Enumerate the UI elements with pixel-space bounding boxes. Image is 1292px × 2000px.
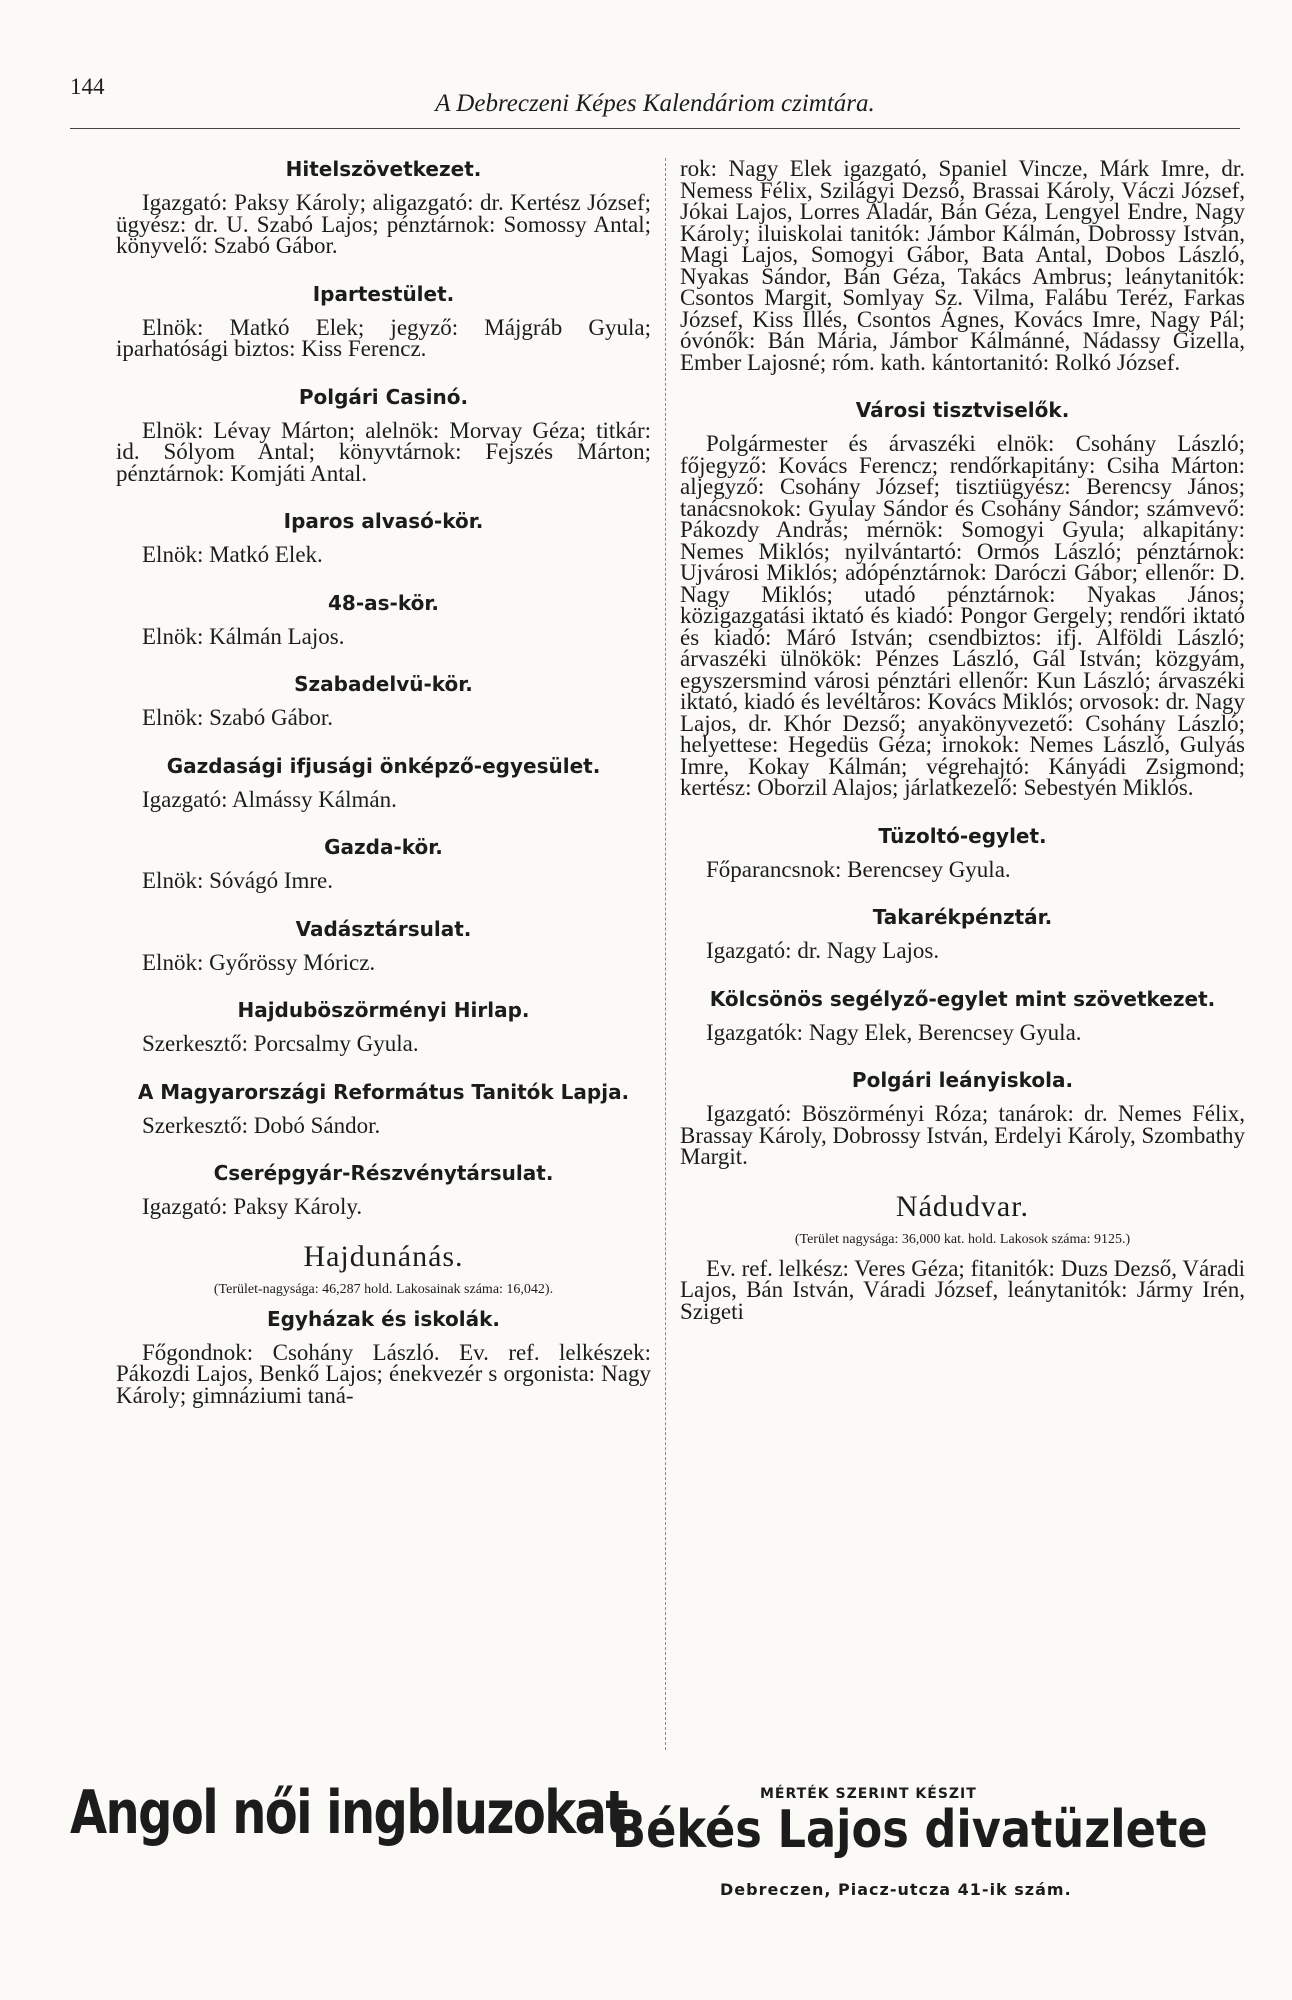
section-hajdunanas [116,1239,651,1408]
section-ipartestulet [116,283,651,360]
section-body: Elnök: Sóvágó Imre. [142,868,333,893]
section-title: Takarékpénztár. [872,905,1053,929]
section-title: Tüzoltó-egylet. [878,823,1047,848]
section-body: Igazgató: Almássy Kálmán. [142,786,397,812]
section-body: Elnök: Kálmán Lajos. [142,623,345,649]
section-body: Ev. ref. lelkész: Veres Géza; fitanitók: Duzs Dezső, Váradi Lajos, Bán István, Váradi József, leánytanitók: Jármy Irén, Szigeti [680,1255,1245,1324]
section-body: Elnök: Matkó Elek. [142,542,323,567]
advert-left-text: Angol női ingbluzokat [70,1778,627,1848]
section-title: Kölcsönös segélyző-egylet mint szövetkezet. [709,986,1216,1011]
section-title: Polgári Casinó. [298,384,469,409]
section-gazda-kor [116,836,651,892]
section-title: Városi tisztviselők. [855,398,1070,422]
section-body: Főgondnok: Csohány László. Ev. ref. lelkészek: Pákozdi Lajos, Benkő Lajos; énekvezér s orgonista: Nagy Károly; gimnáziumi taná- [116,1339,651,1408]
section-body: Főparancsnok: Berencsey Gyula. [706,856,1011,882]
section-title: Szabadelvü-kör. [294,672,473,696]
section-body: Polgármester és árvaszéki elnök: Csohány László; főjegyző: Kovács Ferencz; rendőrkapitány: Csiha Márton: aljegyző: Csohány József; tisztiügyész: Berencsy János; tanácsnokok: Gyulay Sándor és Csohány Sándor; számvevő: Pákozdy András; mérnök: Somogyi Gyula; alkapitány: Nemes Miklós; nyilvántartó: Ormós László; pénztárnok: Ujvárosi Miklós; adópénztárnok: Daróczi Gábor; ellenőr: D. Nagy Miklós; utadó pénztárnok: Nyakas János; közigazgatási iktató és kiadó: Pongor Gergely; rendőri iktató és kiadó: Máró István; csendbiztos: ifj. Alföldi László; árvaszéki ülnökök: Pénzes László, Gál István; közgyám, egyszersmind városi pénztári ellenőr: Kun László; árvaszéki iktató, kiadó és levéltáros: Kovács Miklós; orvosok: dr. Nagy Lajos, dr. Khór Dezső; anyakönyvezető: Csohány László; helyettese: Hegedüs Géza; irnokok: Nemes László, Gulyás Imre, Kokay Kálmán; végrehajtó: Kányádi Zsigmond; kertész: Oborzil Alajos; járlatkezelő: Sebestyén Miklós. [680,431,1245,800]
section-hitelszovetkezet [116,158,651,257]
advert-right-main: Békés Lajos divatüzlete [612,1800,1208,1860]
section-title: Gazdasági ifjusági önképző-egyesület. [166,753,601,778]
section-cserepgyar [116,1162,651,1218]
section-body: Szerkesztő: Porcsalmy Gyula. [142,1031,419,1056]
section-hirlap [116,999,651,1055]
section-title: Cserépgyár-Részvénytársulat. [213,1161,554,1185]
section-body: Elnök: Lévay Márton; alelnök: Morvay Géza; titkár: id. Sólyom Antal; könyvtárnok: Fejszés Márton; pénztárnok: Komjáti Antal. [116,417,651,486]
section-title: Gazda-kör. [324,835,443,859]
section-body: Igazgató: Böszörményi Róza; tanárok: dr. Nemes Félix, Brassay Károly, Dobrossy István, Erdelyi Károly, Szombathy Margit. [680,1101,1245,1169]
section-title: 48-as-kör. [328,590,439,615]
section-body: Elnök: Matkó Elek; jegyző: Májgráb Gyula; iparhatósági biztos: Kiss Ferencz. [116,314,651,361]
section-title: Iparos alvasó-kör. [283,509,484,533]
section-body: Igazgató: Paksy Károly. [142,1194,363,1219]
section-body: Igazgató: dr. Nagy Lajos. [706,938,940,963]
section-body: Igazgatók: Nagy Elek, Berencsey Gyula. [706,1019,1082,1045]
section-title: Hitelszövetkezet. [285,157,482,181]
section-segelyzo-egylet [680,988,1245,1044]
town-title: Hajdunánás. [303,1239,464,1273]
section-title: Vadásztársulat. [295,916,472,941]
town-title: Nádudvar. [895,1189,1030,1223]
section-iparos-alvaso-kor [116,510,651,566]
advert-right-top: MÉRTÉK SZERINT KÉSZIT [760,1786,977,1802]
section-tanitok-lapja [116,1081,651,1137]
header-rule [70,128,1240,129]
section-title: Polgári leányiskola. [851,1068,1074,1092]
town-note: (Terület-nagysága: 46,287 hold. Lakosainak száma: 16,042). [213,1281,554,1297]
continued-text: rok: Nagy Elek igazgató, Spaniel Vincze, Márk Imre, dr. Nemess Félix, Szilágyi Dezső, Brassai Károly, Váczi József, Jókai Lajos, Lorres Aladár, Bán Géza, Lengyel Endre, Nagy Károly; iluiskolai tanitók: Jámbor Kálmán, Dobrossy István, Magi Lajos, Somogyi Gábor, Bata Antal, Dobos László, Nyakas Sándor, Bán Géza, Takács Ambrus; leánytanitók: Csontos Margit, Somlyay Sz. Vilma, Falábu Teréz, Farkas József, Kiss Illés, Csontos Ágnes, Kovács Imre, Nagy Pál; óvónők: Bán Mária, Jámbor Kálmánné, Nádassy Gizella, Ember Lajosné; róm. kath. kántortanitó: Rolkó József. [680,156,1245,375]
section-body: Elnök: Győrössy Móricz. [142,949,376,975]
page-number: 144 [70,74,105,99]
right-column [680,158,1245,1322]
column-divider [665,158,666,1750]
section-gazdasagi-egyesulet [116,755,651,811]
advert-right-bottom: Debreczen, Piacz-utcza 41-ik szám. [720,1880,1072,1899]
advertisement [70,1770,1240,1950]
section-nadudvar [680,1189,1245,1324]
section-tuzolto-egylet [680,825,1245,881]
left-column [116,158,651,1406]
section-body: Szerkesztő: Dobó Sándor. [142,1112,381,1138]
section-szabadelvu-kor [116,673,651,729]
section-title: Egyházak és iskolák. [266,1306,501,1331]
running-title: A Debreczeni Képes Kalendáriom czimtára. [435,90,875,117]
section-title: A Magyarországi Református Tanitók Lapja. [137,1079,630,1104]
section-vadasztarsulat [116,918,651,974]
section-varosi-tisztviselok [680,399,1245,799]
section-polgari-casino [116,386,651,485]
section-title: Hajduböszörményi Hirlap. [237,998,530,1022]
section-body: Igazgató: Paksy Károly; aligazgató: dr. Kertész József; ügyész: dr. U. Szabó Lajos; pénztárnok: Somossy Antal; könyvelő: Szabó Gábor. [116,190,651,258]
section-title: Ipartestület. [312,281,455,306]
town-note: (Terület nagysága: 36,000 kat. hold. Lakosok száma: 9125.) [794,1231,1131,1247]
section-body: Elnök: Szabó Gábor. [142,705,333,730]
section-takarekpenztar [680,906,1245,962]
section-polgari-leanyiskola [680,1069,1245,1168]
section-48-as-kor [116,592,651,648]
page-header [70,70,1240,128]
